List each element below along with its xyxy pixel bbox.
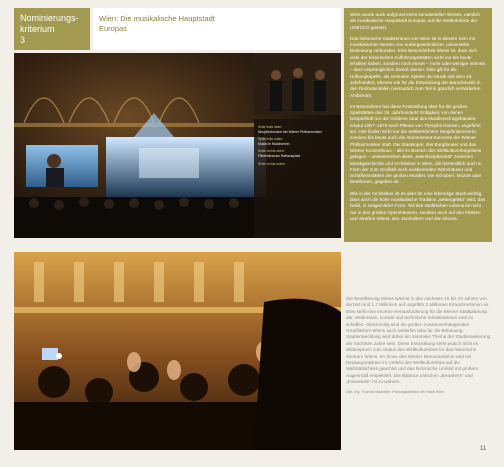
section-label <box>14 8 90 50</box>
page-number: 11 <box>480 446 487 452</box>
audience-photo <box>14 252 341 450</box>
planning-body: Die Bevölkerung Wiens wächst in den nächsten 15 bis 20 Jahren von derzeit rund 1,7 Millionen auf ungefähr 2 Millionen Einwohnerinnen an. Dies stellt eine enorme Herausforderung für die Wiener Stadtplanung dar. Wohnraum, soziale und technische Infrastrukturen sind zu schaffen. Gleichzeitig sind die großen zusammenhängenden Grünflächen Wiens auch weiterhin tabu für die Bebauung. Stadtentwicklung wird daher ein zentrales Thema der Stadterweiterung der nächsten Jahre sein. Diese Entwicklung steht jedoch nicht im Widerspruch zum Status des Weltkulturerbes für das historische Zentrum Wiens. Im Sinne des Wiener Memorandums wird bei Neubauprojekten im Umfeld des Weltkulturerbes auf die Maßstäblichkeit geachtet und das historische Umfeld mit großem Augenmaß respektiert. Die Balance zwischen „Bewahren“ und „Entwickeln“ ist zu wahren. <box>346 296 491 385</box>
caption-text: Neujahrskonzert der Wiener Philharmoniker <box>258 129 322 134</box>
author-credit: Dipl.-Ing. Thomas Madreiter, Planungsdirektor der Stadt Wien <box>346 389 445 394</box>
page-title-text: Wien: Die musikalische Hauptstadt Europas <box>99 14 215 33</box>
intro-paragraph: Im Besonderen hat diese Feststellung aber für die großen Spielstätten des 19. Jahrhunderts Gültigkeit, von denen beispielhaft nur der Goldene Saal des Musikvereinsgebäudes, erbaut 1867–1870 nach Plänen von Theophil Hansen, angeführt sei. Hier finden nicht nur die weltberühmten Neujahrskonzerte, sondern bis heute auch die Abonnement-Konzerte der Wiener Philharmoniker statt. Die Staatsoper, das Burgtheater und das Wiener Konzerthaus – alle im Bereich des Weltkulturerbegebiets gelegen – unterstreichen diese „Interdisziplinarität“ zwischen Musikgeschichte und Architektur in Wien, die letztendlich auch in Form der zum Großteil noch existierenden Wohnhäuser und Schaffensstätten der großen Musiker, wie Schubert, Mozart oder Beethoven, gegeben ist. <box>350 103 482 185</box>
section-label-text: Nominierungs- kriterium 3 <box>20 13 79 45</box>
caption-label: Seite rechts oben: <box>258 149 285 154</box>
caption-text: Filmfestival am Rathausplatz <box>258 153 301 158</box>
caption-item <box>258 162 338 167</box>
audience-photo-art <box>14 252 341 450</box>
caption-label: Seite links unten: <box>258 137 284 142</box>
page-title <box>93 8 341 50</box>
photo-captions <box>258 125 338 169</box>
intro-paragraph: Wie in der Architektur ist es aber für eine lebendige Stadt wichtig, dass auch die hohe musikalische Tradition „weitergelebt“ wird, das heißt, in zeitgemäßer Form. Teil des städtischen Lebens ist nicht nur in den großen Opernhäusern, sondern auch auf den Plätzen und Straßen Wiens, den Jazzkellern und den Discos. <box>350 190 486 221</box>
intro-paragraph: Wien wurde auch aufgrund eines immateriellen Wertes, nämlich als musikalische Hauptstadt Europas, auf die Welterbeliste der UNESCO gesetzt. <box>350 12 480 30</box>
caption-item <box>258 125 338 134</box>
caption-label: Seite rechts unten: <box>258 161 286 166</box>
intro-paragraph: Das historische Stadtzentrum von Wien ist in diesem Sinn mit musikalischen Werten von außergewöhnlicher, universeller Bedeutung verbunden. Eine Besonderheit Wiens ist, dass sich viele der historischen Aufführungsstätten nicht nur bis heute erhalten haben, sondern noch immer – mehr oder weniger intensiv – dem ursprünglichen Zweck dienen. Dies gilt für die Hofburgkapelle, als zentralen Spieler der Musik seit dem 16. Jahrhundert, ebenso wie für die Entwicklung der Barockmusik in den Redoutensälen (vermutlich zum Teil in gänzlich veränderten Ambiente). <box>350 35 486 98</box>
planning-text <box>346 296 492 395</box>
intro-column <box>344 8 492 242</box>
caption-item <box>258 149 338 158</box>
caption-text: Musik im Musikverein <box>258 141 290 146</box>
caption-item <box>258 137 338 146</box>
caption-label: Seite links oben: <box>258 125 283 129</box>
concert-photo-collage <box>14 53 341 238</box>
